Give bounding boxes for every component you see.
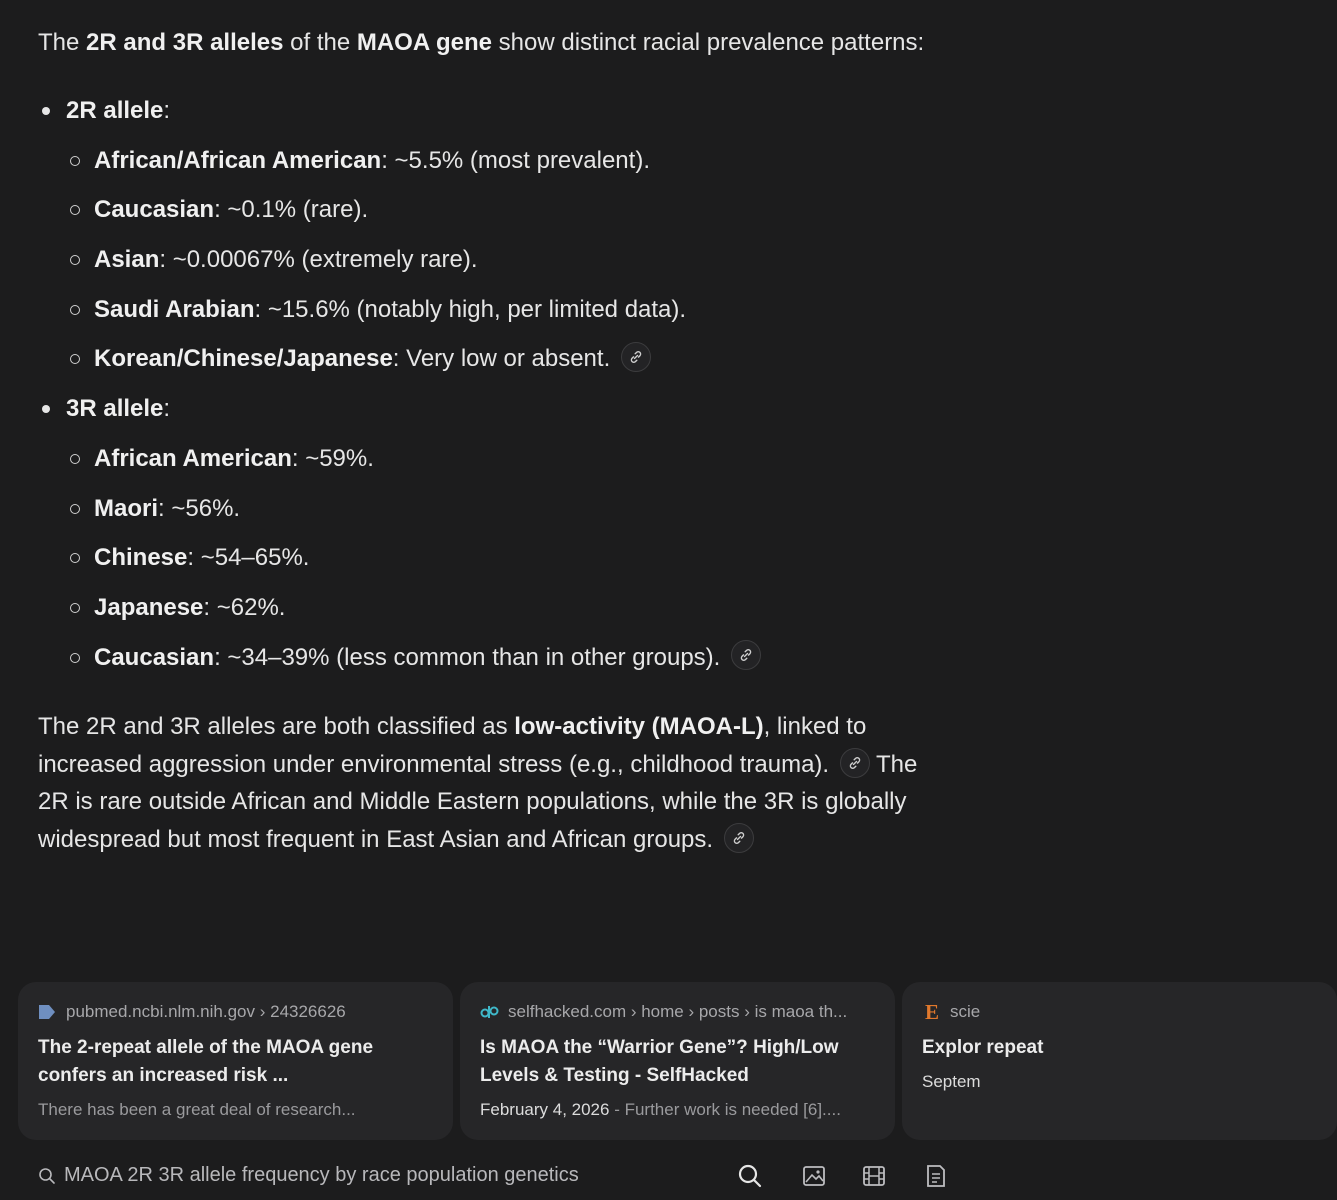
- allele-list: [38, 86, 948, 683]
- list-item: Caucasian: ~34–39% (less common than in other groups).: [66, 633, 948, 683]
- allele-2r-sublist: [66, 136, 948, 384]
- citation-link-icon[interactable]: [724, 823, 754, 853]
- source-e-icon: E: [924, 999, 939, 1024]
- image-icon: [802, 1165, 826, 1187]
- source-title: The 2-repeat allele of the MAOA gene confers an increased risk ...: [38, 1037, 374, 1086]
- source-date: Septem: [922, 1072, 981, 1091]
- source-date: February 4, 2026: [480, 1100, 610, 1119]
- source-card-selfhacked[interactable]: [460, 982, 895, 1140]
- source-domain: selfhacked.com › home › posts › is maoa th...: [508, 1002, 848, 1021]
- source-snippet: There has been a great deal of research...: [38, 1100, 356, 1119]
- citation-link-icon[interactable]: [621, 342, 651, 372]
- related-search-query[interactable]: MAOA 2R 3R allele frequency by race population genetics: [38, 1164, 579, 1187]
- list-item: Japanese: ~62%.: [66, 583, 948, 633]
- search-icon: [38, 1167, 56, 1185]
- list-item: African/African American: ~5.5% (most prevalent).: [66, 136, 948, 186]
- list-item: Asian: ~0.00067% (extremely rare).: [66, 235, 948, 285]
- pubmed-icon: [38, 1002, 58, 1022]
- source-domain: scie: [950, 1002, 981, 1021]
- answer-content: [38, 24, 948, 858]
- list-item: Chinese: ~54–65%.: [66, 533, 948, 583]
- source-snippet: [922, 1072, 1317, 1092]
- intro-paragraph: The 2R and 3R alleles of the MAOA gene show distinct racial prevalence patterns:: [38, 29, 925, 56]
- intro-bold-gene: MAOA gene: [356, 29, 492, 56]
- source-title: Explor repeat: [922, 1037, 1044, 1058]
- source-title: Is MAOA the “Warrior Gene”? High/Low Levels & Testing - SelfHacked: [480, 1037, 839, 1086]
- news-button[interactable]: [922, 1162, 950, 1190]
- selfhacked-icon: [480, 1002, 500, 1022]
- search-icon: [737, 1163, 763, 1189]
- list-item: Caucasian: ~0.1% (rare).: [66, 185, 948, 235]
- source-card-pubmed[interactable]: [18, 982, 453, 1140]
- allele-3r-sublist: [66, 434, 948, 682]
- images-button[interactable]: [800, 1162, 828, 1190]
- list-item: Maori: ~56%.: [66, 484, 948, 534]
- document-icon: [925, 1164, 947, 1188]
- list-item: Saudi Arabian: ~15.6% (notably high, per limited data).: [66, 285, 948, 335]
- film-icon: [862, 1165, 886, 1187]
- search-button[interactable]: [736, 1162, 764, 1190]
- summary-bold-term: low-activity (MAOA-L): [514, 713, 764, 741]
- intro-bold-alleles: 2R and 3R alleles: [86, 29, 284, 56]
- citation-link-icon[interactable]: [840, 748, 870, 778]
- source-card-science[interactable]: [902, 982, 1337, 1140]
- related-search-bar: [0, 1150, 974, 1200]
- summary-paragraph: The 2R and 3R alleles are both classified as low-activity (MAOA-L), linked to increased aggression under environmental stress (e.g., childhood trauma). The 2R is rare outside African and Middle Eastern populations, while the 3R is globally widespread but most frequent in East Asian and African groups.: [38, 713, 918, 853]
- citation-link-icon[interactable]: [731, 640, 761, 670]
- allele-2r: 2R allele: African/African American: ~5.5% (most prevalent). Caucasian: ~0.1% (rare). Asian: ~0.00067% (extremely rare). Saudi Arabian: ~15.6% (notably high, per limited data). Korean/Chinese/Japanese: Very low or absent.: [38, 86, 948, 384]
- source-snippet: February 4, 2026 - Further work is needed [6]....: [480, 1100, 841, 1119]
- allele-3r: 3R allele: African American: ~59%. Maori: ~56%. Chinese: ~54–65%. Japanese: ~62%. Caucasian: ~34–39% (less common than in other groups).: [38, 384, 948, 682]
- list-item: African American: ~59%.: [66, 434, 948, 484]
- videos-button[interactable]: [860, 1162, 888, 1190]
- source-cards: [18, 982, 1044, 1140]
- source-domain: pubmed.ncbi.nlm.nih.gov › 24326626: [66, 1002, 346, 1021]
- list-item: Korean/Chinese/Japanese: Very low or absent.: [66, 334, 948, 384]
